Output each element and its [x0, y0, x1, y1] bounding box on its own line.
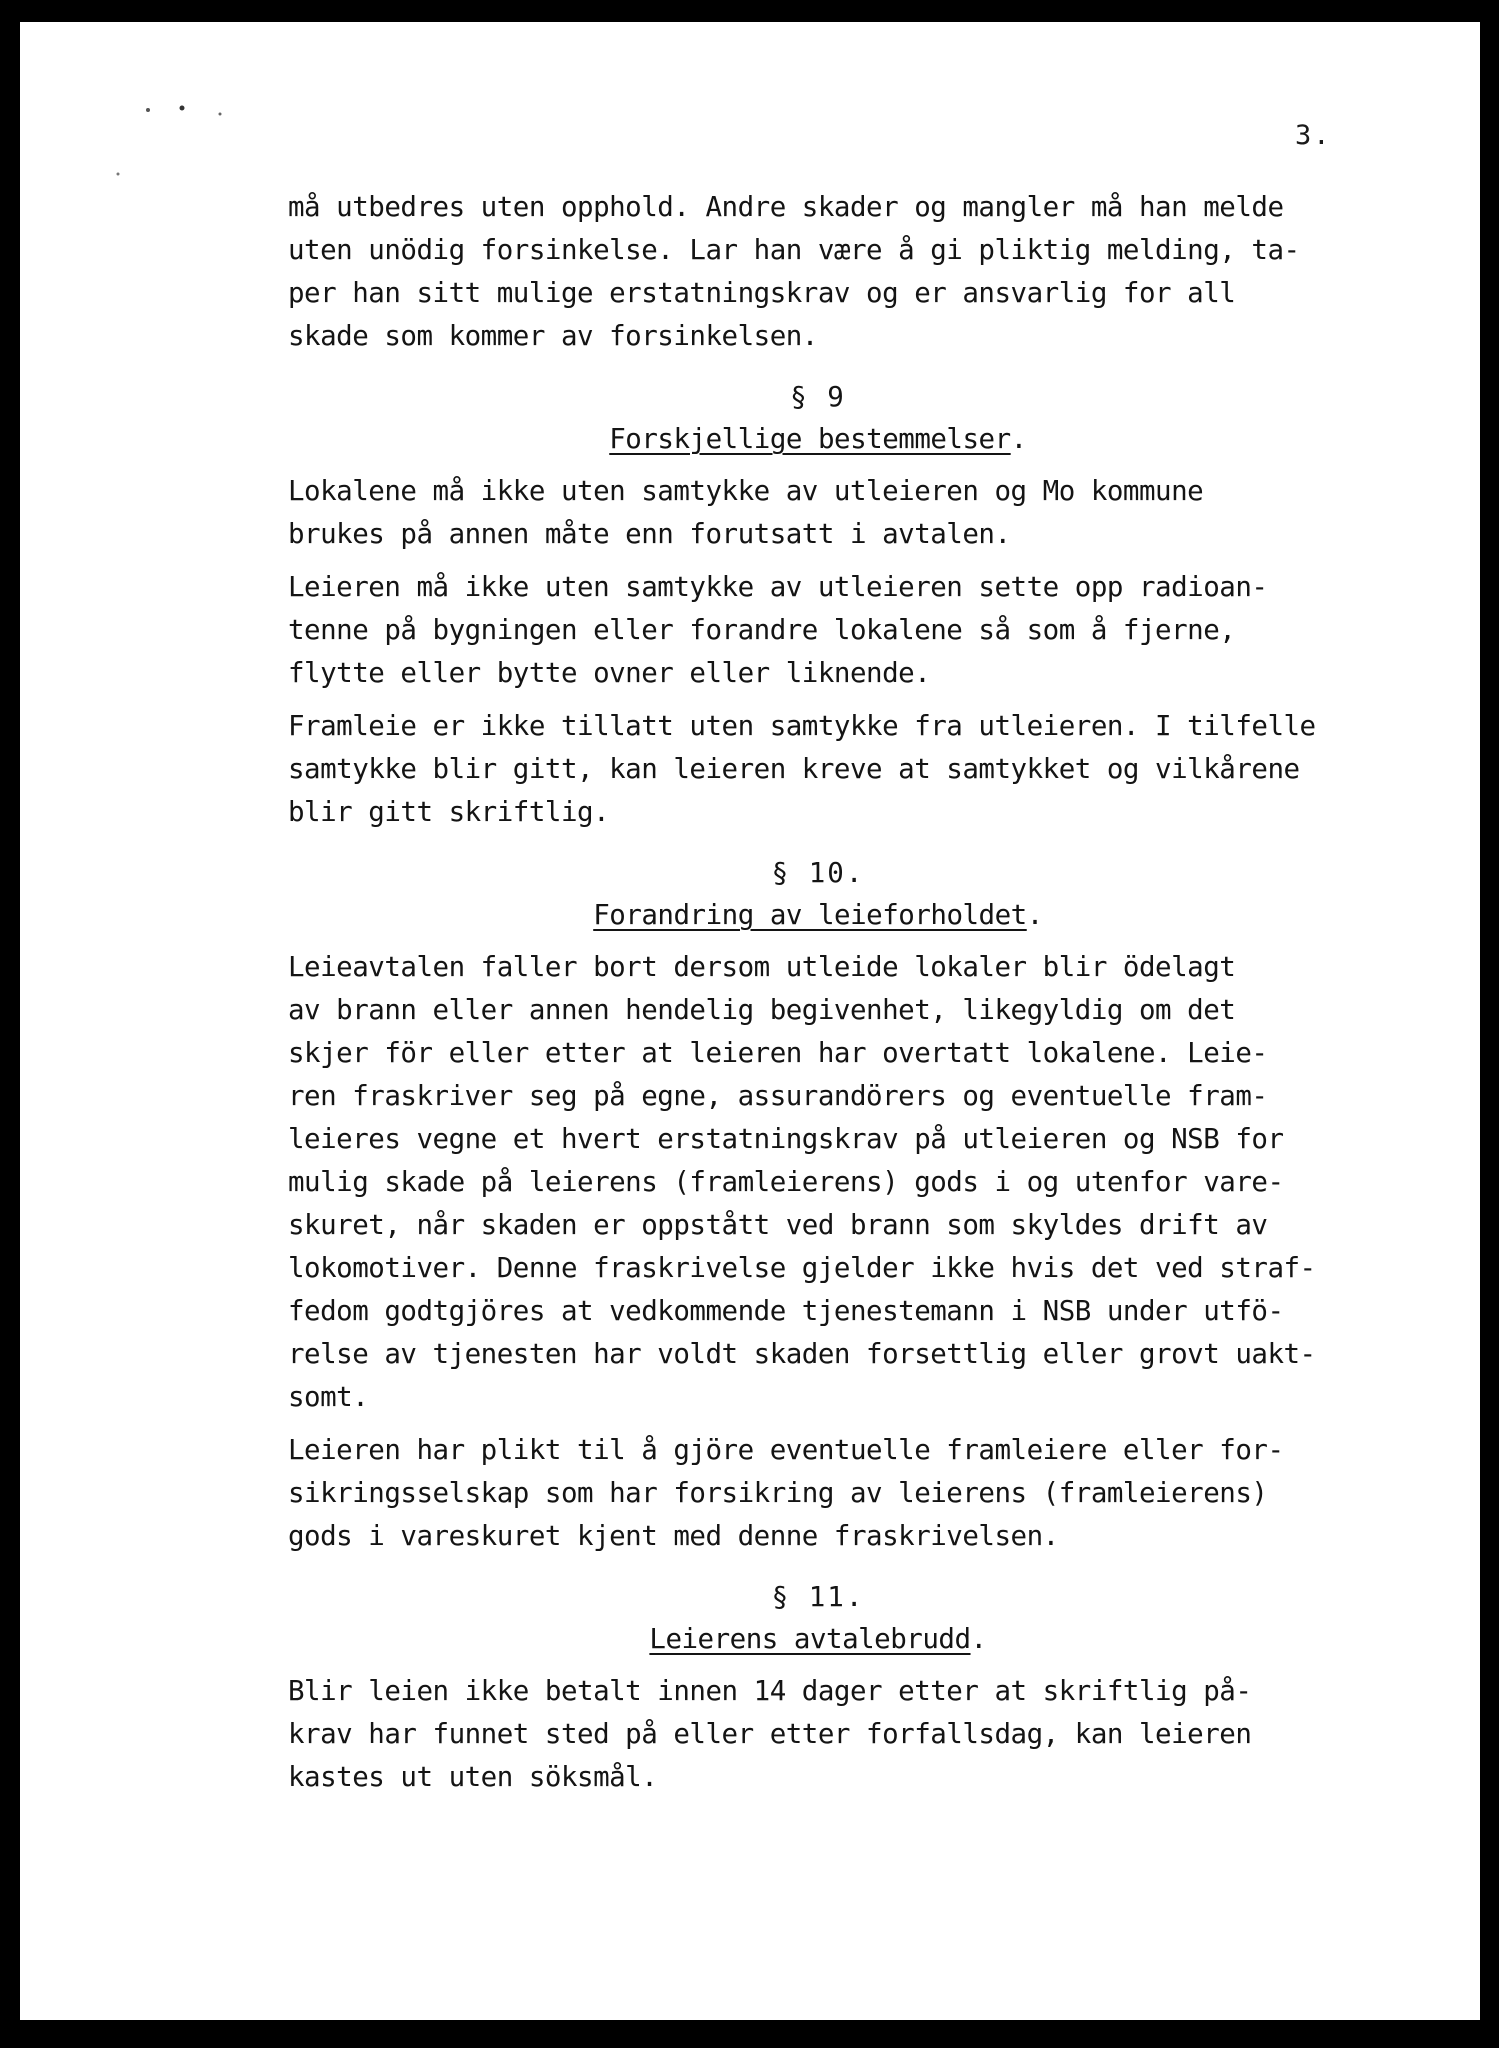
- text-line: leieres vegne et hvert erstatningskrav på utleieren og NSB for: [288, 1123, 1284, 1155]
- section-heading: [288, 852, 1348, 936]
- text-line: Leieren har plikt til å gjöre eventuelle framleiere eller for-: [288, 1434, 1284, 1466]
- paragraph: [288, 1670, 1448, 1799]
- text-line: Leieren må ikke uten samtykke av utleieren sette opp radioan-: [288, 571, 1268, 603]
- text-line: flytte eller bytte ovner eller liknende.: [288, 657, 931, 689]
- section-title-end: .: [1010, 423, 1027, 455]
- text-line: fedom godtgjöres at vedkommende tjenestemann i NSB under utfö-: [288, 1295, 1284, 1327]
- text-line: sikringsselskap som har forsikring av leierens (framleierens): [288, 1477, 1268, 1509]
- section-number: § 11.: [771, 1581, 865, 1613]
- text-line: Framleie er ikke tillatt uten samtykke fra utleieren. I tilfelle: [288, 710, 1316, 742]
- text-line: blir gitt skriftlig.: [288, 796, 610, 828]
- text-line: må utbedres uten opphold. Andre skader og mangler må han melde: [288, 191, 1284, 223]
- text-line: kastes ut uten söksmål.: [288, 1761, 658, 1793]
- text-line: samtykke blir gitt, kan leieren kreve at samtykket og vilkårene: [288, 753, 1300, 785]
- paragraph: [288, 470, 1448, 556]
- page-number: 3.: [1295, 120, 1332, 151]
- text-line: av brann eller annen hendelig begivenhet, likegyldig om det: [288, 994, 1236, 1026]
- text-line: Blir leien ikke betalt innen 14 dager etter at skriftlig på-: [288, 1675, 1252, 1707]
- section-number: § 9: [790, 381, 846, 413]
- section-title-text: Forandring av leieforholdet: [593, 899, 1027, 931]
- paragraph: [288, 946, 1448, 1419]
- text-line: somt.: [288, 1381, 369, 1413]
- section-title-text: Leierens avtalebrudd: [649, 1623, 971, 1655]
- section-title-text: Forskjellige bestemmelser: [609, 423, 1011, 455]
- text-line: brukes på annen måte enn forutsatt i avtalen.: [288, 518, 1011, 550]
- text-line: tenne på bygningen eller forandre lokalene så som å fjerne,: [288, 614, 1236, 646]
- section-heading: [288, 1576, 1348, 1660]
- document-body: [288, 186, 1448, 1809]
- section-heading: [288, 376, 1348, 460]
- text-line: krav har funnet sted på eller etter forfallsdag, kan leieren: [288, 1718, 1252, 1750]
- text-line: skuret, når skaden er oppstått ved brann som skyldes drift av: [288, 1209, 1268, 1241]
- section-title-end: .: [970, 1623, 987, 1655]
- document-page: [20, 22, 1480, 2020]
- paragraph: [288, 566, 1448, 695]
- paragraph: [288, 1429, 1448, 1558]
- section-title: [288, 418, 1348, 460]
- section-title: [288, 894, 1348, 936]
- section-number: § 10.: [771, 857, 865, 889]
- text-line: ren fraskriver seg på egne, assurandörers og eventuelle fram-: [288, 1080, 1268, 1112]
- paragraph: [288, 705, 1448, 834]
- text-line: lokomotiver. Denne fraskrivelse gjelder ikke hvis det ved straf-: [288, 1252, 1316, 1284]
- text-line: gods i vareskuret kjent med denne fraskrivelsen.: [288, 1520, 1059, 1552]
- text-line: skade som kommer av forsinkelsen.: [288, 320, 818, 352]
- section-title: [288, 1618, 1348, 1660]
- text-line: relse av tjenesten har voldt skaden forsettlig eller grovt uakt-: [288, 1338, 1316, 1370]
- text-line: per han sitt mulige erstatningskrav og er ansvarlig for all: [288, 277, 1236, 309]
- text-line: Lokalene må ikke uten samtykke av utleieren og Mo kommune: [288, 475, 1204, 507]
- section-title-end: .: [1026, 899, 1043, 931]
- text-line: mulig skade på leierens (framleierens) gods i og utenfor vare-: [288, 1166, 1284, 1198]
- text-line: uten unödig forsinkelse. Lar han være å gi pliktig melding, ta-: [288, 234, 1300, 266]
- intro-paragraph: [288, 186, 1448, 358]
- text-line: skjer för eller etter at leieren har overtatt lokalene. Leie-: [288, 1037, 1268, 1069]
- text-line: Leieavtalen faller bort dersom utleide lokaler blir ödelagt: [288, 951, 1236, 983]
